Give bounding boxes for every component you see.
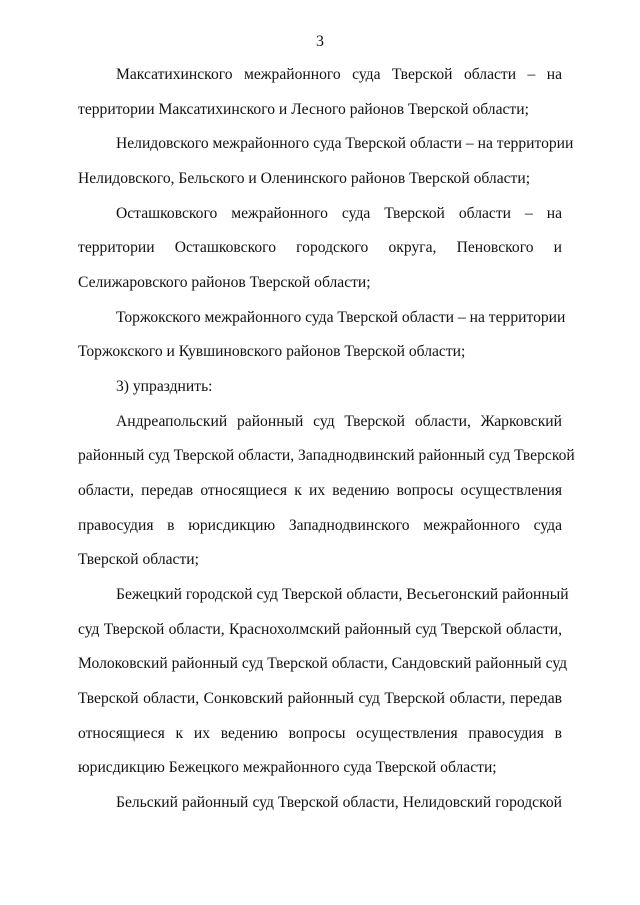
text-line: территории Осташковского городского округа, Пеновского и [78,239,562,256]
text-line: Андреапольский районный суд Тверской области, Жарковский [116,413,562,430]
text-line: Бельский районный суд Тверской области, Нелидовский городской [116,794,562,811]
text-line: Молоковский районный суд Тверской области, Сандовский районный суд [78,655,568,672]
text-line: относящиеся к их ведению вопросы осуществления правосудия в [78,725,562,742]
text-line: Торжокского межрайонного суда Тверской области – на территории [116,309,566,326]
text-line: области, передав относящиеся к их ведению вопросы осуществления [78,482,562,499]
text-line: Осташковского межрайонного суда Тверской области – на [116,205,562,222]
text-line: Максатихинского межрайонного суда Тверской области – на [116,66,562,83]
text-line: суд Тверской области, Краснохолмский районный суд Тверской области, [78,621,562,638]
text-line: Селижаровского районов Тверской области; [78,274,371,291]
text-line: Нелидовского межрайонного суда Тверской области – на территории [116,135,574,152]
text-line: правосудия в юрисдикцию Западнодвинского межрайонного суда [78,517,562,534]
text-line: Нелидовского, Бельского и Оленинского районов Тверской области; [78,170,531,187]
text-line: юрисдикцию Бежецкого межрайонного суда Тверской области; [78,759,497,776]
text-line: районный суд Тверской области, Западнодвинский районный суд Тверской [78,447,575,464]
page-number: 3 [316,33,324,50]
text-line: Торжокского и Кувшиновского районов Тверской области; [78,343,466,360]
text-line: Тверской области, Сонковский районный суд Тверской области, передав [78,690,562,707]
text-line: 3) упразднить: [116,378,213,395]
text-line: Бежецкий городской суд Тверской области, Весьегонский районный [116,586,569,603]
text-line: территории Максатихинского и Лесного районов Тверской области; [78,101,529,118]
text-line: Тверской области; [78,551,199,568]
